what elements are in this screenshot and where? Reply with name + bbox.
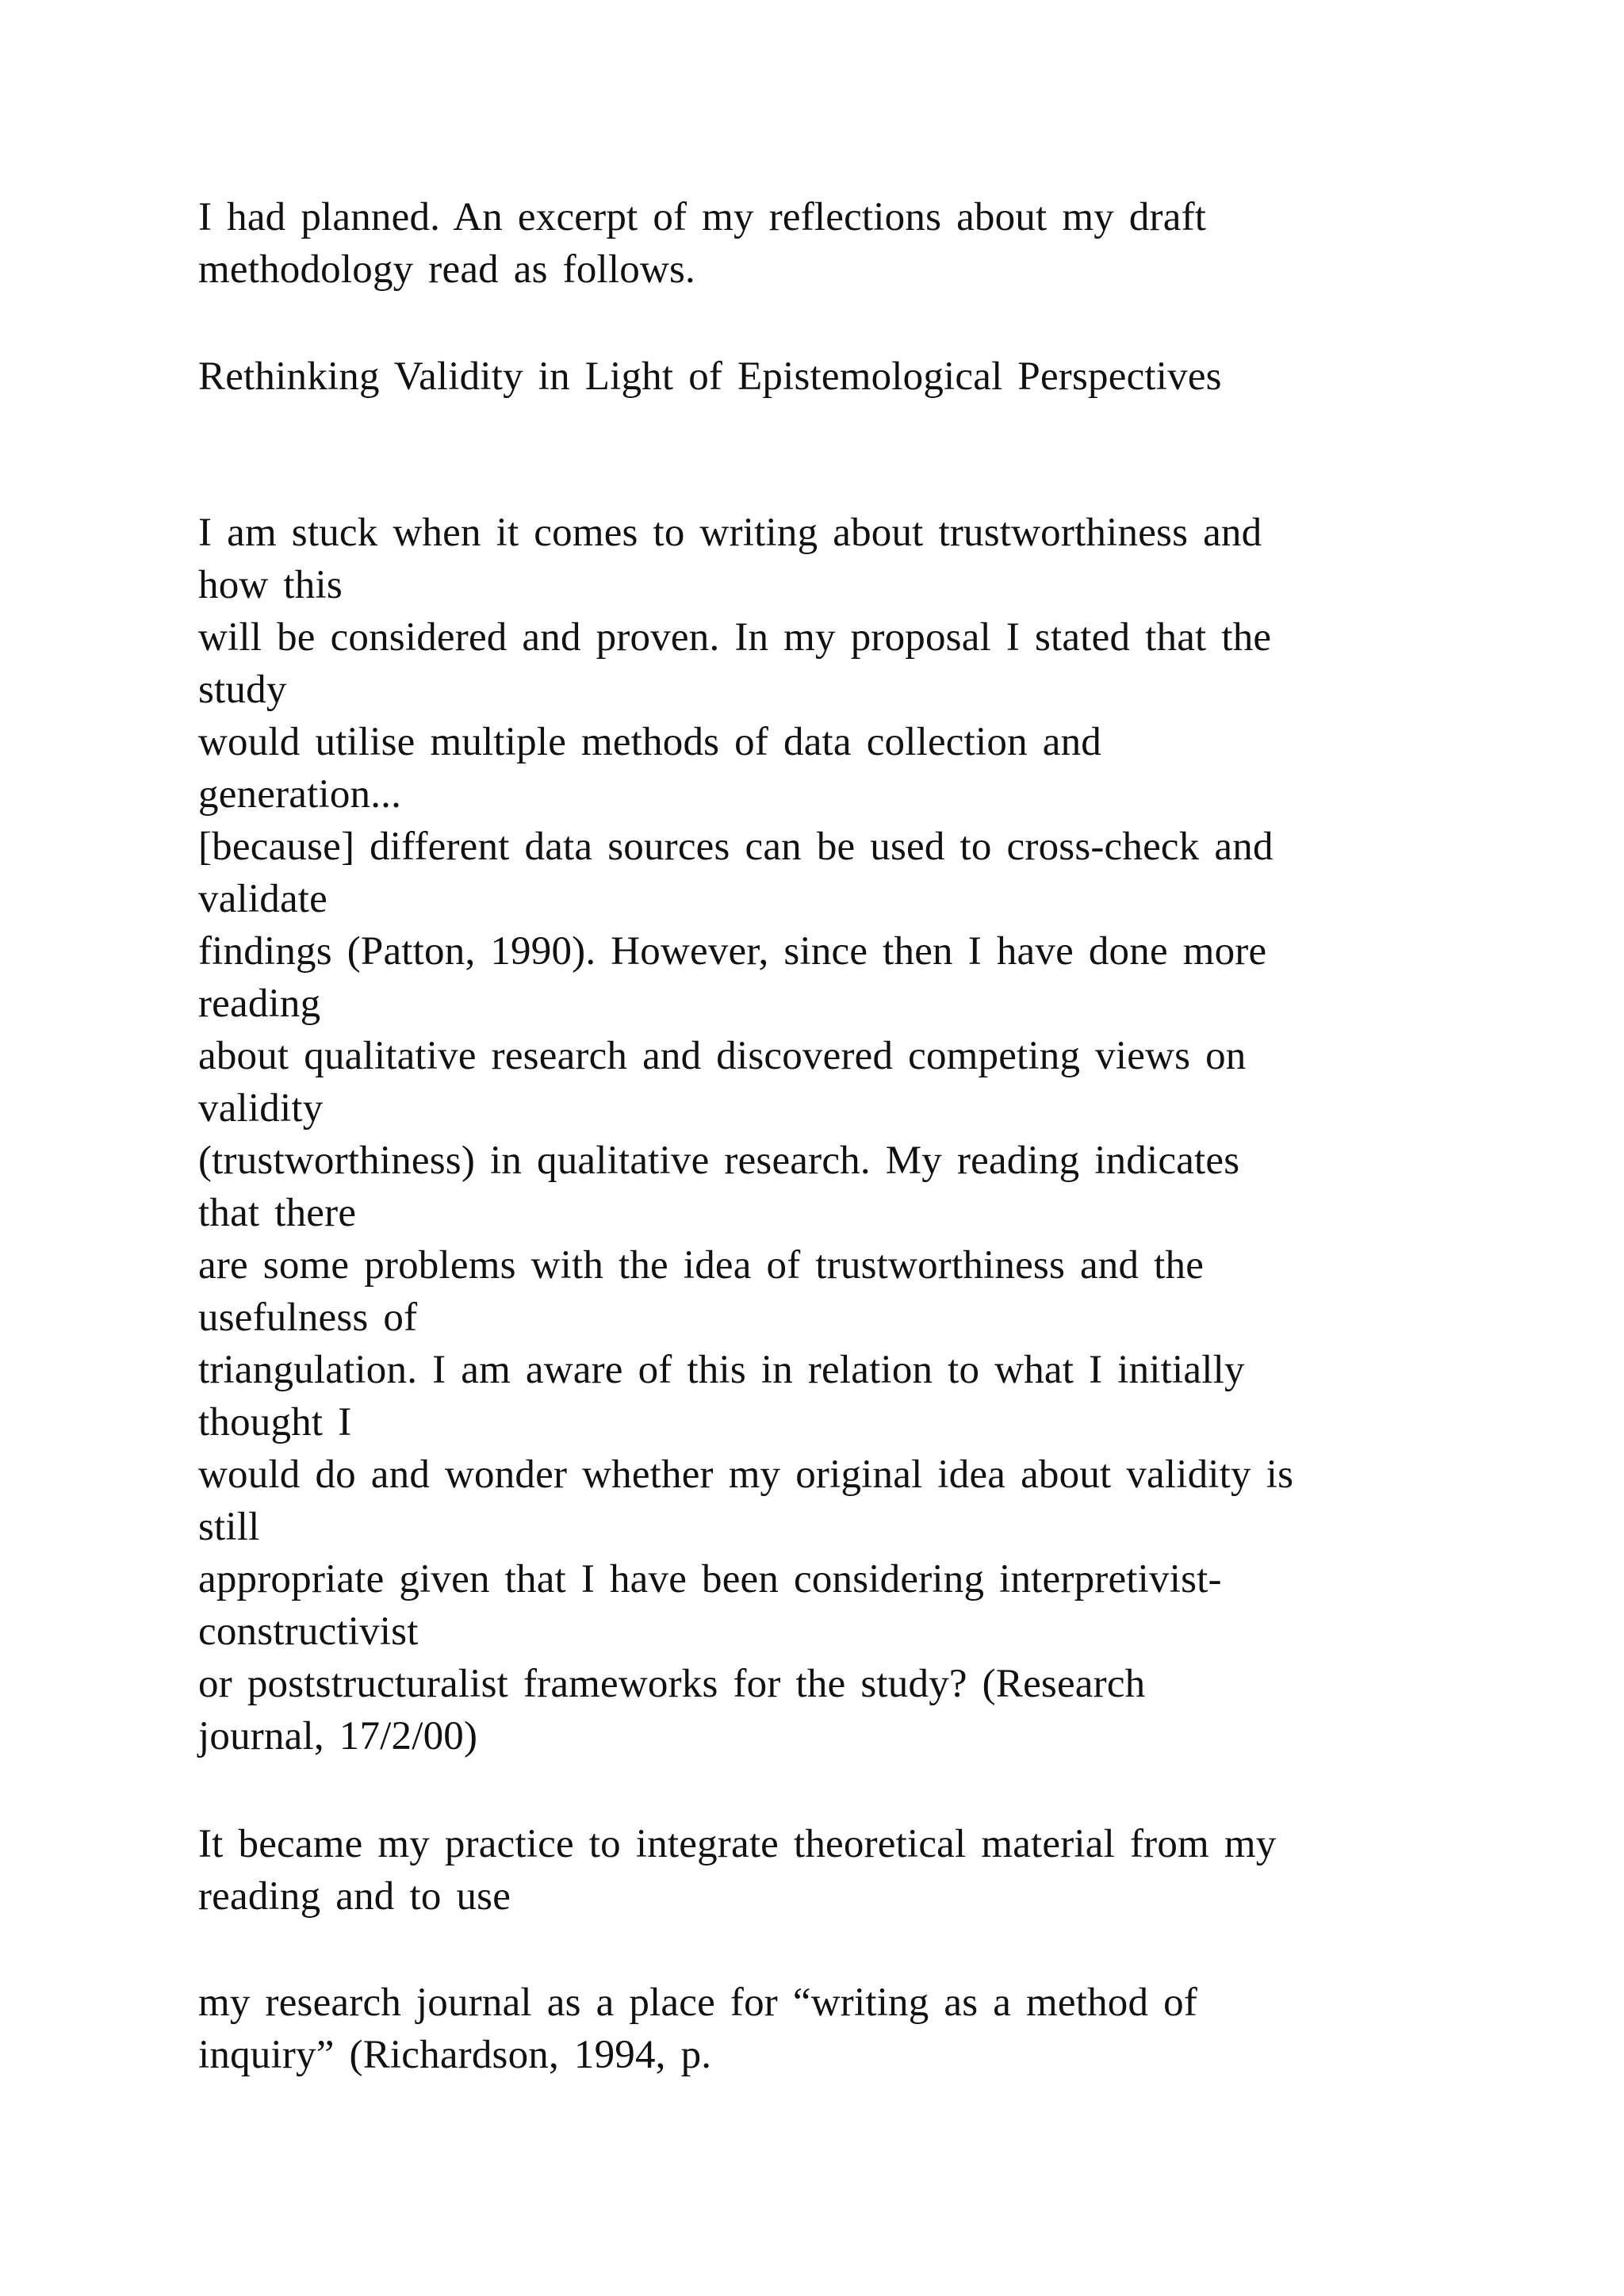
section-heading: Rethinking Validity in Light of Epistemological Perspectives bbox=[198, 354, 1222, 399]
text-line: my research journal as a place for “writing as a method of bbox=[198, 1980, 1198, 2025]
text-line: journal, 17/2/00) bbox=[198, 1714, 478, 1758]
text-line: findings (Patton, 1990). However, since then I have done more bbox=[198, 929, 1267, 974]
text-line: about qualitative research and discovered competing views on bbox=[198, 1034, 1247, 1078]
text-line: usefulness of bbox=[198, 1295, 418, 1340]
text-line: inquiry” (Richardson, 1994, p. bbox=[198, 2033, 712, 2077]
text-line: will be considered and proven. In my proposal I stated that the bbox=[198, 615, 1272, 660]
text-line: triangulation. I am aware of this in relation to what I initially bbox=[198, 1348, 1245, 1392]
text-line: validity bbox=[198, 1086, 324, 1131]
text-line: validate bbox=[198, 877, 328, 921]
text-line: It became my practice to integrate theoretical material from my bbox=[198, 1822, 1277, 1866]
text-line: I had planned. An excerpt of my reflections about my draft bbox=[198, 195, 1207, 239]
text-line: that there bbox=[198, 1191, 357, 1235]
text-line: methodology read as follows. bbox=[198, 247, 695, 292]
text-line: are some problems with the idea of trustworthiness and the bbox=[198, 1243, 1205, 1288]
text-line: I am stuck when it comes to writing about trustworthiness and bbox=[198, 511, 1262, 555]
text-line: (trustworthiness) in qualitative research. My reading indicates bbox=[198, 1138, 1240, 1183]
text-line: generation... bbox=[198, 772, 402, 817]
text-line: constructivist bbox=[198, 1609, 419, 1654]
text-line: reading bbox=[198, 982, 321, 1026]
text-line: reading and to use bbox=[198, 1874, 511, 1919]
text-line: would do and wonder whether my original idea about validity is bbox=[198, 1452, 1294, 1497]
text-line: [because] different data sources can be used to cross-check and bbox=[198, 825, 1274, 869]
text-line: appropriate given that I have been considering interpretivist- bbox=[198, 1557, 1222, 1601]
text-line: would utilise multiple methods of data collection and bbox=[198, 720, 1101, 764]
text-line: still bbox=[198, 1505, 260, 1549]
text-line: or poststructuralist frameworks for the study? (Research bbox=[198, 1662, 1146, 1706]
text-line: thought I bbox=[198, 1400, 352, 1445]
text-line: how this bbox=[198, 563, 343, 607]
text-line: study bbox=[198, 668, 287, 712]
